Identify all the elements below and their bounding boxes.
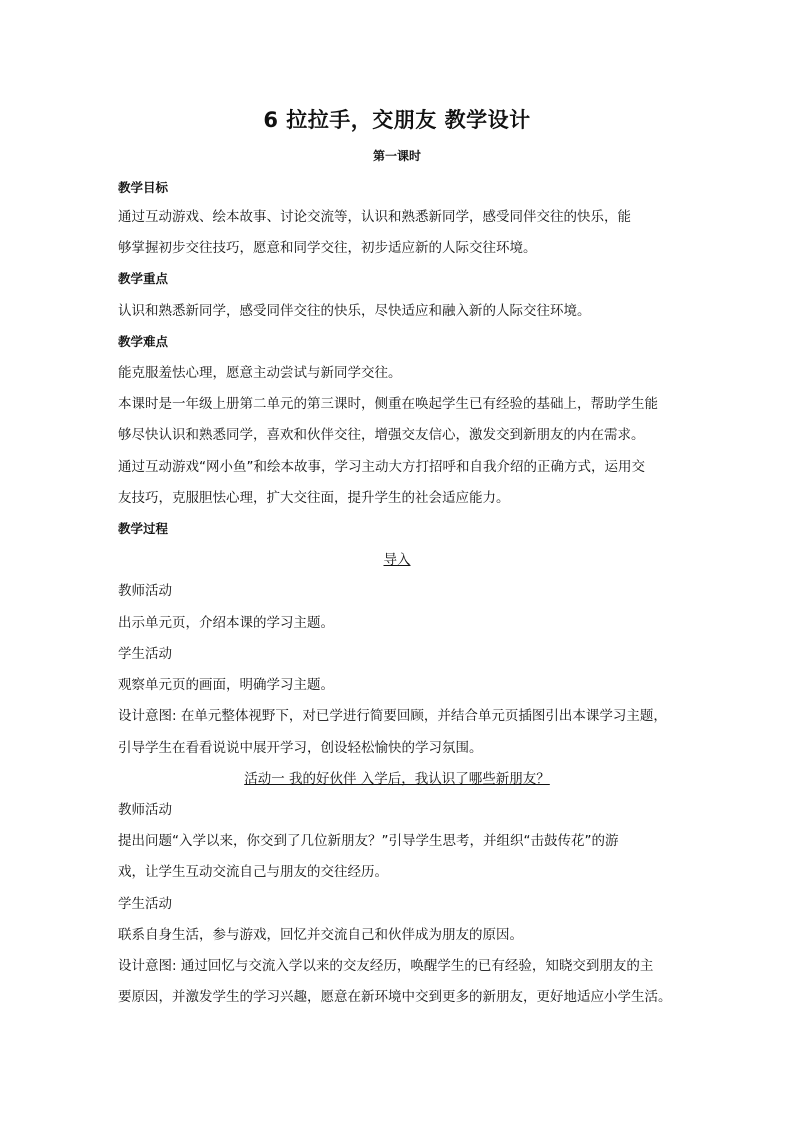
paragraph-line: 联系自身生活，参与游戏，回忆并交流自己和伙伴成为朋友的原因。 xyxy=(118,927,523,943)
section-heading-difficulties: 教学难点 xyxy=(118,334,169,349)
student-activity-label: 学生活动 xyxy=(118,646,172,662)
paragraph-line: 要原因，并激发学生的学习兴趣，愿意在新环境中交到更多的新朋友，更好地适应小学生活。 xyxy=(118,989,672,1005)
section-heading-process: 教学过程 xyxy=(118,521,169,536)
design-intent-line: 设计意图: 通过回忆与交流入学以来的交友经历，唤醒学生的已有经验，知晓交到朋友的主 xyxy=(118,958,654,974)
paragraph-line: 够尽快认识和熟悉同学，喜欢和伙伴交往，增强交友信心，激发交到新朋友的内在需求。 xyxy=(118,427,645,443)
paragraph-line: 通过互动游戏、绘本故事、讨论交流等，认识和熟悉新同学，感受同伴交往的快乐，能 xyxy=(118,209,631,225)
paragraph-line: 提出问题“入学以来，你交到了几位新朋友？”引导学生思考，并组织“击鼓传花”的游 xyxy=(118,833,619,849)
subsection-heading-intro: 导入 xyxy=(383,552,411,568)
teacher-activity-label: 教师活动 xyxy=(118,583,172,599)
teacher-activity-label: 教师活动 xyxy=(118,802,172,818)
paragraph-line: 能克服羞怯心理，愿意主动尝试与新同学交往。 xyxy=(118,365,402,381)
design-intent-line: 设计意图: 在单元整体视野下，对已学进行简要回顾，并结合单元页插图引出本课学习主题， xyxy=(118,708,667,724)
paragraph-line: 引导学生在看看说说中展开学习，创设轻松愉快的学习氛围。 xyxy=(118,740,483,756)
paragraph-line: 本课时是一年级上册第二单元的第三课时，侧重在唤起学生已有经验的基础上，帮助学生能 xyxy=(118,396,658,412)
paragraph-line: 通过互动游戏“网小鱼”和绘本故事，学习主动大方打招呼和自我介绍的正确方式，运用交 xyxy=(118,459,645,475)
section-heading-objectives: 教学目标 xyxy=(118,180,169,195)
paragraph-line: 友技巧，克服胆怯心理，扩大交往面，提升学生的社会适应能力。 xyxy=(118,490,510,506)
document-title: 6 拉拉手，交朋友 教学设计 xyxy=(263,108,531,132)
subsection-heading-activity-one: 活动一 我的好伙伴 入学后，我认识了哪些新朋友？ xyxy=(244,771,550,787)
lesson-period: 第一课时 xyxy=(372,149,421,163)
section-heading-key-points: 教学重点 xyxy=(118,271,169,286)
paragraph-line: 戏，让学生互动交流自己与朋友的交往经历。 xyxy=(118,864,388,880)
paragraph-line: 观察单元页的画面，明确学习主题。 xyxy=(118,677,334,693)
paragraph-line: 够掌握初步交往技巧，愿意和同学交往，初步适应新的人际交往环境。 xyxy=(118,240,537,256)
paragraph-line: 认识和熟悉新同学，感受同伴交往的快乐，尽快适应和融入新的人际交往环境。 xyxy=(118,303,591,319)
paragraph-line: 出示单元页，介绍本课的学习主题。 xyxy=(118,615,334,631)
student-activity-label: 学生活动 xyxy=(118,896,172,912)
